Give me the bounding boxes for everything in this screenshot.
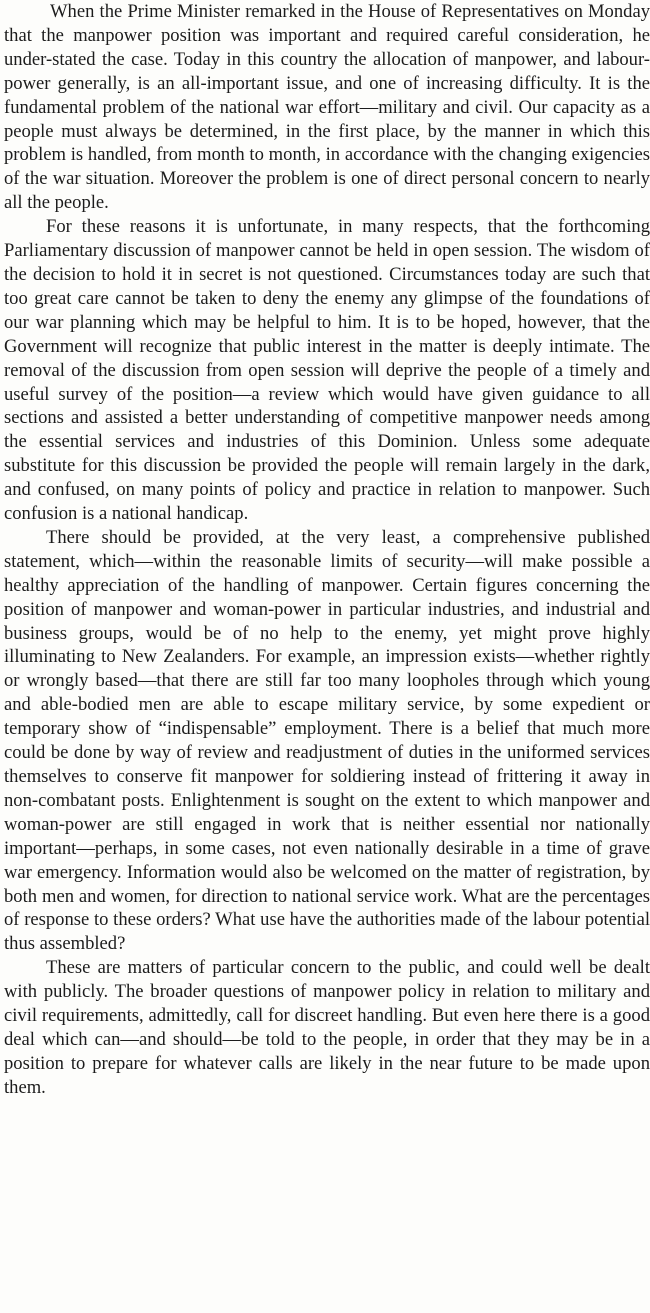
paragraph-4: These are matters of particular concern to the public, and could well be dealt with publicly. The broader questions of manpower policy in relation to military and civil requirements, admittedly, call for discreet handling. But even here there is a good deal which can—and should—be told to the people, in order that they may be in a position to prepare for whatever calls are likely in the near future to be made upon them. bbox=[4, 957, 650, 1098]
paragraph-1: When the Prime Minister remarked in the House of Representatives on Monday that the manpower position was important and required careful consideration, he under-stated the case. Today in this country the allocation of manpower, and labour-power generally, is an all-important issue, and one of increasing difficulty. It is the fundamental problem of the national war effort—military and civil. Our capacity as a people must always be determined, in the first place, by the manner in which this problem is handled, from month to month, in accordance with the changing exigencies of the war situation. Moreover the problem is one of direct personal concern to nearly all the people. bbox=[4, 1, 650, 214]
paragraph-2: For these reasons it is unfortunate, in many respects, that the forthcoming Parliamentary discussion of manpower cannot be held in open session. The wisdom of the decision to hold it in secret is not questioned. Circumstances today are such that too great care cannot be taken to deny the enemy any glimpse of the foundations of our war planning which may be helpful to him. It is to be hoped, however, that the Government will recognize that public interest in the matter is deeply intimate. The removal of the discussion from open session will deprive the people of a timely and useful survey of the position—a review which would have given guidance to all sections and assisted a better understanding of competitive manpower needs among the essential services and industries of this Dominion. Unless some adequate substitute for this discussion be provided the people will remain largely in the dark, and confused, on many points of policy and practice in relation to manpower. Such confusion is a national handicap. bbox=[4, 216, 650, 525]
editorial-article bbox=[4, 0, 650, 1100]
paragraph-3: There should be provided, at the very least, a comprehensive published statement, which—within the reasonable limits of security—will make possible a healthy appreciation of the handling of manpower. Certain figures concerning the position of manpower and woman-power in particular industries, and industrial and business groups, would be of no help to the enemy, yet might prove highly illuminating to New Zealanders. For example, an impression exists—whether rightly or wrongly based—that there are still far too many loopholes through which young and able-bodied men are able to escape military service, by some expedient or temporary show of “indispensable” employment. There is a belief that much more could be done by way of review and readjustment of duties in the uniformed services themselves to conserve fit manpower for soldiering instead of frittering it away in non-combatant posts. Enlightenment is sought on the extent to which manpower and woman-power are still engaged in work that is neither essential nor nationally important—perhaps, in some cases, not even nationally desirable in a time of grave war emergency. Information would also be welcomed on the matter of registration, by both men and women, for direction to national service work. What are the percentages of response to these orders? What use have the authorities made of the labour potential thus assembled? bbox=[4, 526, 650, 955]
